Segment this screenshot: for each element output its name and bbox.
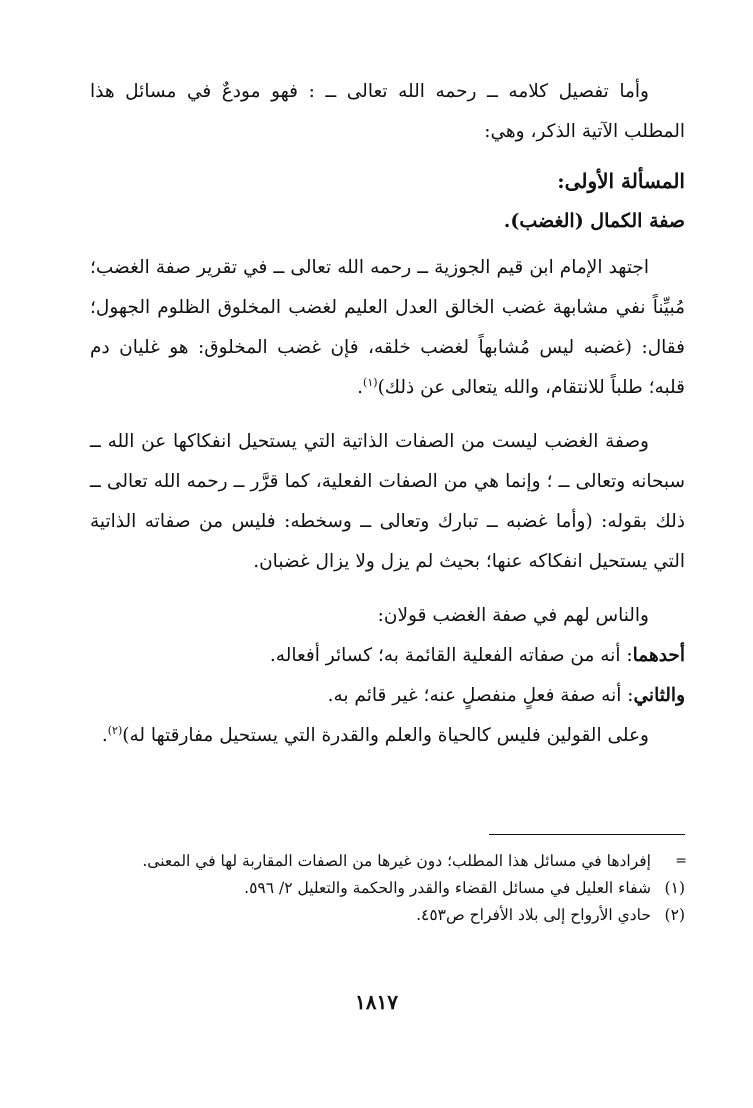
paragraph-attribute: وصفة الغضب ليست من الصفات الذاتية التي يستحيل انفكاكها عن الله ــ سبحانه وتعالى ــ ؛ وإنما هي من الصفات الفعلية، كما قرَّر ــ رحمه الله تعالى ــ ذلك بقوله: (وأما غضبه ــ تبارك وتعالى ــ وسخطه: فليس من صفاته الذاتية التي يستحيل انفكاكه عنها؛ بحيث لم يزل ولا يزال غضبان. [90,431,685,572]
footnote-1 [70,875,685,902]
footnote-2-text: حادي الأرواح إلى بلاد الأفراح ص٤٥٣. [416,906,651,924]
second-view-text: : أنه صفة فعلٍ منفصلٍ عنه؛ غير قائم به. [327,685,634,706]
footnote-ref: (٢) [107,723,123,737]
footnote-separator [489,834,685,835]
footnote-ref: (١) [363,375,378,389]
section-subheading: صفة الكمال (الغضب). [503,210,685,232]
conclusion-text: وعلى القولين فليس كالحياة والعلم والقدرة التي يستحيل مفارقتها له) [122,725,649,746]
first-view-label: أحدهما [632,645,685,666]
footnote-continuation-text: إفرادها في مسائل هذا المطلب؛ دون غيرها من الصفات المقاربة لها في المعنى. [142,852,651,870]
paragraph-second-view [90,676,685,716]
footnote-continuation [70,848,685,875]
footnote-1-text: شفاء العليل في مسائل القضاء والقدر والحكمة والتعليل ٢/ ٥٩٦. [244,879,651,897]
footnote-2-mark: (٢) [664,906,685,924]
paragraph-text: اجتهد الإمام ابن قيم الجوزية ــ رحمه الله تعالى ــ في تقرير صفة الغضب؛ مُبيِّناً نفي مشابهة غضب الخالق العدل العليم لغضب المخلوق الظلوم الجهول؛ فقال: (غضبه ليس مُشابهاً لغضب خلقه، فإن غضب المخلوق: هو غليان دم قلبه؛ طلباً للانتقام، والله يتعالى عن ذلك) [90,257,685,398]
intro-paragraph: وأما تفصيل كلامه ــ رحمه الله تعالى ــ : فهو مودعٌ في مسائل هذا المطلب الآتية الذكر، وهي: [90,81,685,142]
conclusion-end: . [101,725,108,746]
footnote-1-mark: (١) [664,879,685,897]
section-heading: المسألة الأولى: [557,169,685,193]
first-view-text: : أنه من صفاته الفعلية القائمة به؛ كسائر أفعاله. [269,645,633,666]
second-view-label: والثاني [633,685,685,706]
paragraph-end: . [357,377,364,398]
footnotes [70,848,685,929]
paragraph-ibn-qayyim [90,248,685,408]
paragraph-first-view [90,636,685,676]
continuation-mark: = [675,853,687,869]
footnote-2 [70,902,685,929]
page-number: ١٨١٧ [355,990,398,1014]
main-text [90,72,685,756]
paragraph-two-views: والناس لهم في صفة الغضب قولان: [377,605,649,626]
paragraph-conclusion [90,716,685,756]
